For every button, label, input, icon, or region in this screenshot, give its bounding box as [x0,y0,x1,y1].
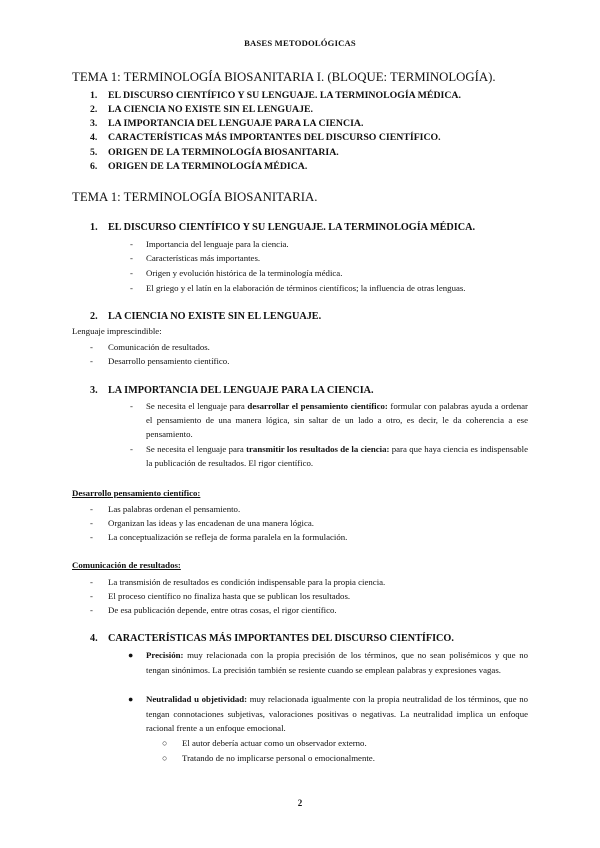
index-item-1: 1. EL DISCURSO CIENTÍFICO Y SU LENGUAJE. LA TERMINOLOGÍA MÉDICA. [90,90,461,101]
comunicacion-item-2: - El proceso científico no finaliza hasta que se publican los resultados. [90,591,351,601]
s4-item-neutralidad: ● Neutralidad u objetividad: muy relacionada igualmente con la propia neutralidad de los términos, que no tengan connotaciones subjetivas, valoraciones positivas o negativas. La neutralidad implica un enfoque racional frente a un enfoque emocional. [128,694,528,733]
section-1-title: 1. EL DISCURSO CIENTÍFICO Y SU LENGUAJE. LA TERMINOLOGÍA MÉDICA. [90,222,476,233]
index-item-4: 4. CARACTERÍSTICAS MÁS IMPORTANTES DEL DISCURSO CIENTÍFICO. [90,132,441,143]
desarrollo-item-3: - La conceptualización se refleja de forma paralela en la formulación. [90,532,348,542]
s2-intro: Lenguaje imprescindible: [72,326,162,336]
index-item-6: 6. ORIGEN DE LA TERMINOLOGÍA MÉDICA. [90,161,308,172]
s3-item-2: - Se necesita el lenguaje para transmitir los resultados de la ciencia: para que haya ciencia es indispensable la publicación de resultados. El rigor científico. [130,444,528,468]
s1-item-4: - El griego y el latín en la elaboración de términos científicos; la influencia de otras lenguas. [130,283,466,293]
section-3-title: 3. LA IMPORTANCIA DEL LENGUAJE PARA LA CIENCIA. [90,385,374,396]
desarrollo-item-1: - Las palabras ordenan el pensamiento. [90,504,241,514]
page-number: 2 [297,798,303,808]
comunicacion-item-1: - La transmisión de resultados es condición indispensable para la propia ciencia. [90,577,386,587]
s4-subitem-1: ○ El autor debería actuar como un observador externo. [162,738,367,748]
desarrollo-heading: Desarrollo pensamiento científico: [72,488,201,498]
s4-subitem-2: ○ Tratando de no implicarse personal o emocionalmente. [162,753,375,763]
s1-item-2: - Características más importantes. [130,253,261,263]
s2-item-2: - Desarrollo pensamiento científico. [90,356,230,366]
section-4-title: 4. CARACTERÍSTICAS MÁS IMPORTANTES DEL DISCURSO CIENTÍFICO. [90,633,454,644]
page-header: BASES METODOLÓGICAS [244,38,356,48]
tema-title: TEMA 1: TERMINOLOGÍA BIOSANITARIA. [72,190,318,204]
s3-item-1: - Se necesita el lenguaje para desarrollar el pensamiento científico: formular con palabras ayuda a ordenar el pensamiento de una manera lógica, sin saltar de un lado a otro, es decir, le da coherencia a ese pensamiento. [130,401,528,439]
s1-item-3: - Origen y evolución histórica de la terminología médica. [130,268,343,278]
comunicacion-heading: Comunicación de resultados: [72,560,181,570]
index-item-2: 2. LA CIENCIA NO EXISTE SIN EL LENGUAJE. [90,104,313,115]
index-title: TEMA 1: TERMINOLOGÍA BIOSANITARIA I. (BLOQUE: TERMINOLOGÍA). [72,70,496,84]
index-item-3: 3. LA IMPORTANCIA DEL LENGUAJE PARA LA CIENCIA. [90,118,364,129]
section-2-title: 2. LA CIENCIA NO EXISTE SIN EL LENGUAJE. [90,311,322,322]
s4-item-precision: ● Precisión: muy relacionada con la propia precisión de los términos, que no sean polisémicos y que no tengan sinónimos. La precisión también se resiente cuando se emplean palabras y expresiones vagas. [128,650,528,675]
comunicacion-item-3: - De esa publicación depende, entre otras cosas, el rigor científico. [90,605,337,615]
s1-item-1: - Importancia del lenguaje para la ciencia. [130,239,289,249]
s2-item-1: - Comunicación de resultados. [90,342,210,352]
index-item-5: 5. ORIGEN DE LA TERMINOLOGÍA BIOSANITARIA. [90,147,339,158]
desarrollo-item-2: - Organizan las ideas y las encadenan de una manera lógica. [90,518,314,528]
